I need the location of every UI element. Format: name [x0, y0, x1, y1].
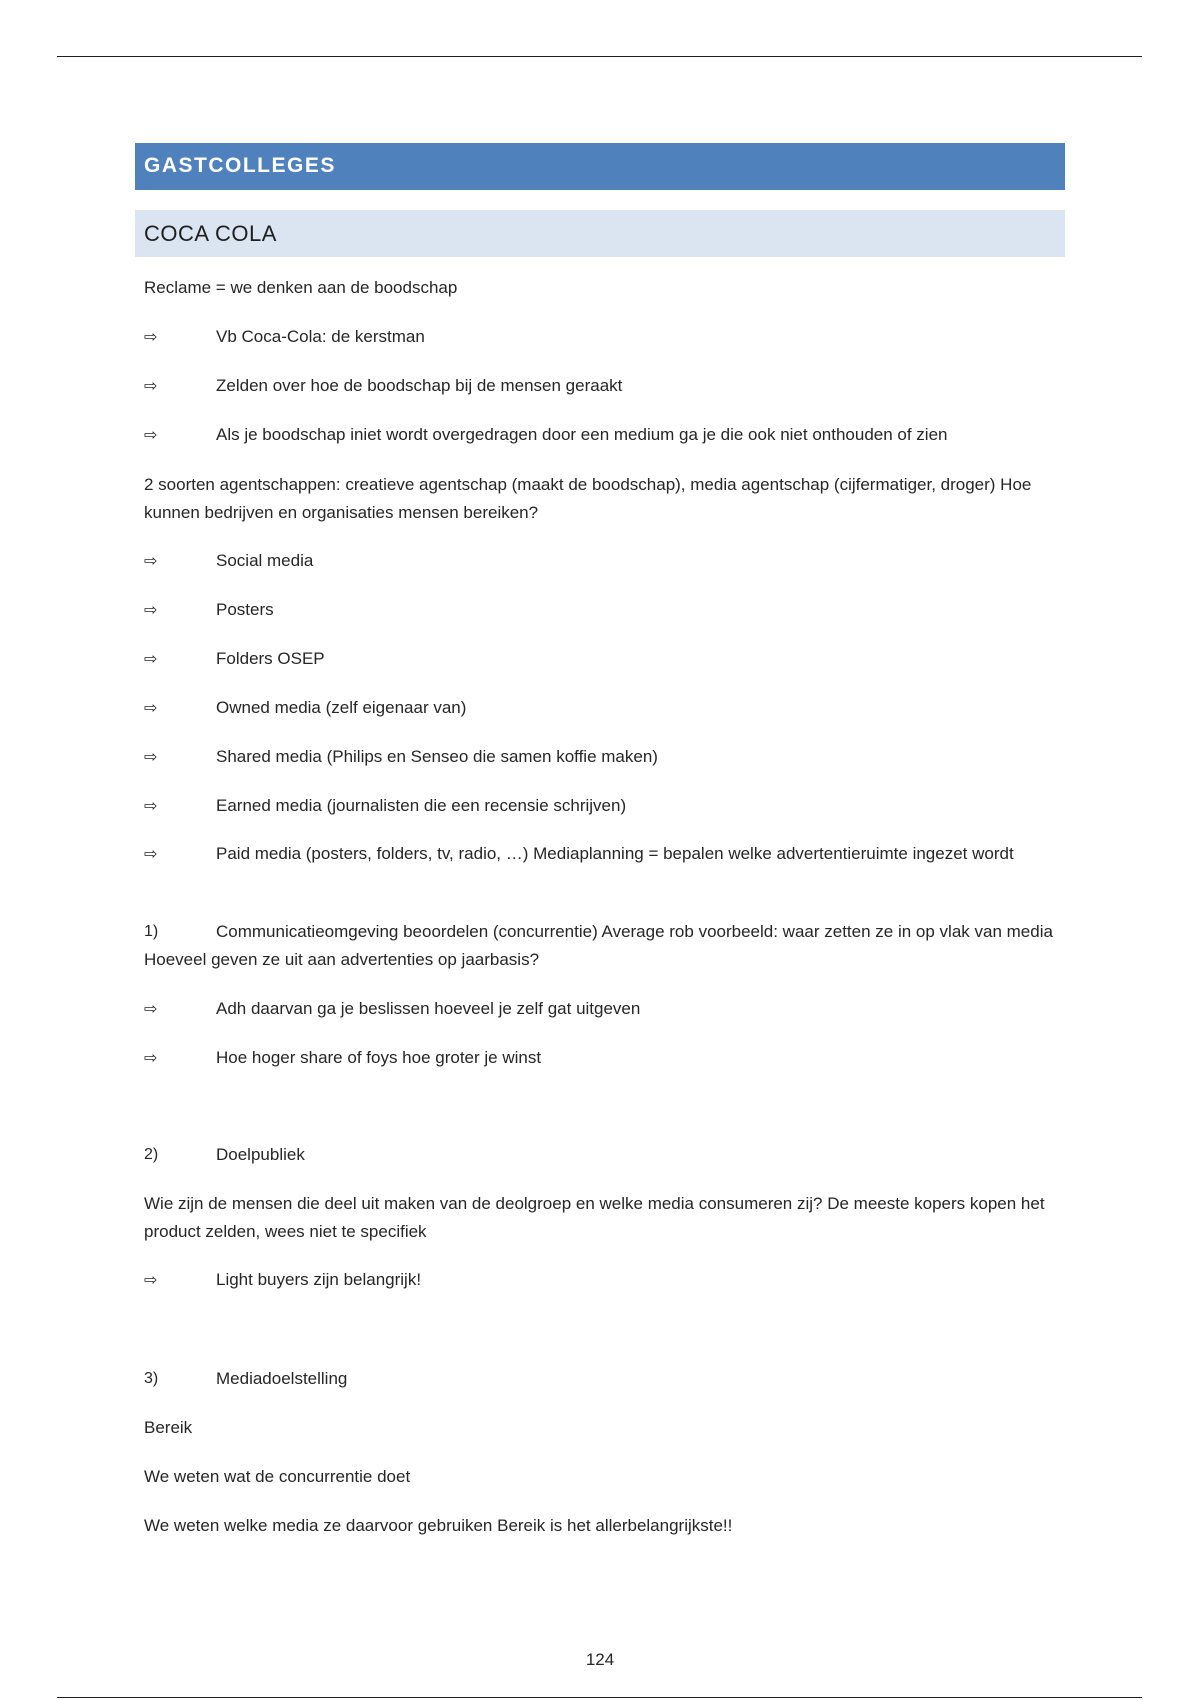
arrow-icon: ⇨	[144, 1001, 158, 1018]
list-item: Folders OSEP	[216, 649, 325, 668]
step-number: 1)	[144, 923, 159, 940]
step-number: 2)	[144, 1146, 159, 1163]
page-number: 124	[585, 1650, 615, 1669]
list-item: Earned media (journalisten die een recensie schrijven)	[216, 796, 627, 815]
arrow-icon: ⇨	[144, 427, 158, 444]
list-item: Hoe hoger share of foys hoe groter je winst	[216, 1048, 542, 1067]
heading-coca-cola-text: COCA COLA	[144, 221, 277, 246]
arrow-icon: ⇨	[144, 651, 158, 668]
heading-gastcolleges	[135, 143, 1065, 190]
list-item: Owned media (zelf eigenaar van)	[216, 698, 467, 717]
arrow-icon: ⇨	[144, 553, 158, 570]
arrow-icon: ⇨	[144, 602, 158, 619]
list-item: Posters	[216, 600, 274, 619]
list-item: Zelden over hoe de boodschap bij de mensen geraakt	[216, 376, 623, 395]
footer-rule	[57, 1697, 1142, 1698]
list-item: Shared media (Philips en Senseo die samen koffie maken)	[216, 747, 658, 766]
list-item: Social media	[216, 551, 314, 570]
header-rule	[57, 56, 1142, 57]
list-item: Adh daarvan ga je beslissen hoeveel je zelf gat uitgeven	[216, 999, 641, 1018]
paragraph-concurrentie: We weten wat de concurrentie doet	[144, 1467, 411, 1486]
arrow-icon: ⇨	[144, 329, 158, 346]
list-item: Als je boodschap iniet wordt overgedragen door een medium ga je die ook niet onthouden of zien	[216, 425, 948, 444]
paragraph-bereik: Bereik	[144, 1418, 193, 1437]
arrow-icon: ⇨	[144, 846, 158, 863]
arrow-icon: ⇨	[144, 798, 158, 815]
list-item-paid-media: Paid media (posters, folders, tv, radio, …) Mediaplanning = bepalen welke advertentieruimte ingezet wordt	[216, 844, 1014, 863]
list-item: Light buyers zijn belangrijk!	[216, 1270, 422, 1289]
list-item: Vb Coca-Cola: de kerstman	[216, 327, 425, 346]
step-doelpubliek: Doelpubliek	[216, 1145, 305, 1164]
paragraph-reclame: Reclame = we denken aan de boodschap	[144, 278, 458, 297]
step-mediadoelstelling: Mediadoelstelling	[216, 1369, 348, 1388]
heading-gastcolleges-text: GASTCOLLEGES	[144, 154, 336, 177]
arrow-icon: ⇨	[144, 378, 158, 395]
arrow-icon: ⇨	[144, 749, 158, 766]
arrow-icon: ⇨	[144, 700, 158, 717]
arrow-icon: ⇨	[144, 1050, 158, 1067]
paragraph-doelgroep: Wie zijn de mensen die deel uit maken van de deolgroep en welke media consumeren zij? De meeste kopers kopen het product zelden, wees niet te specifiek	[144, 1194, 1045, 1241]
heading-coca-cola	[135, 210, 1065, 257]
arrow-icon: ⇨	[144, 1272, 158, 1289]
step-number: 3)	[144, 1370, 159, 1387]
step-communicatieomgeving: Communicatieomgeving beoordelen (concurrentie) Average rob voorbeeld: waar zetten ze in op vlak van media Hoeveel geven ze uit aan advertenties op jaarbasis?	[144, 922, 1053, 969]
paragraph-agentschappen: 2 soorten agentschappen: creatieve agentschap (maakt de boodschap), media agentschap (cijfermatiger, droger) Hoe kunnen bedrijven en organisaties mensen bereiken?	[144, 475, 1032, 522]
paragraph-media: We weten welke media ze daarvoor gebruiken Bereik is het allerbelangrijkste!!	[144, 1516, 733, 1535]
